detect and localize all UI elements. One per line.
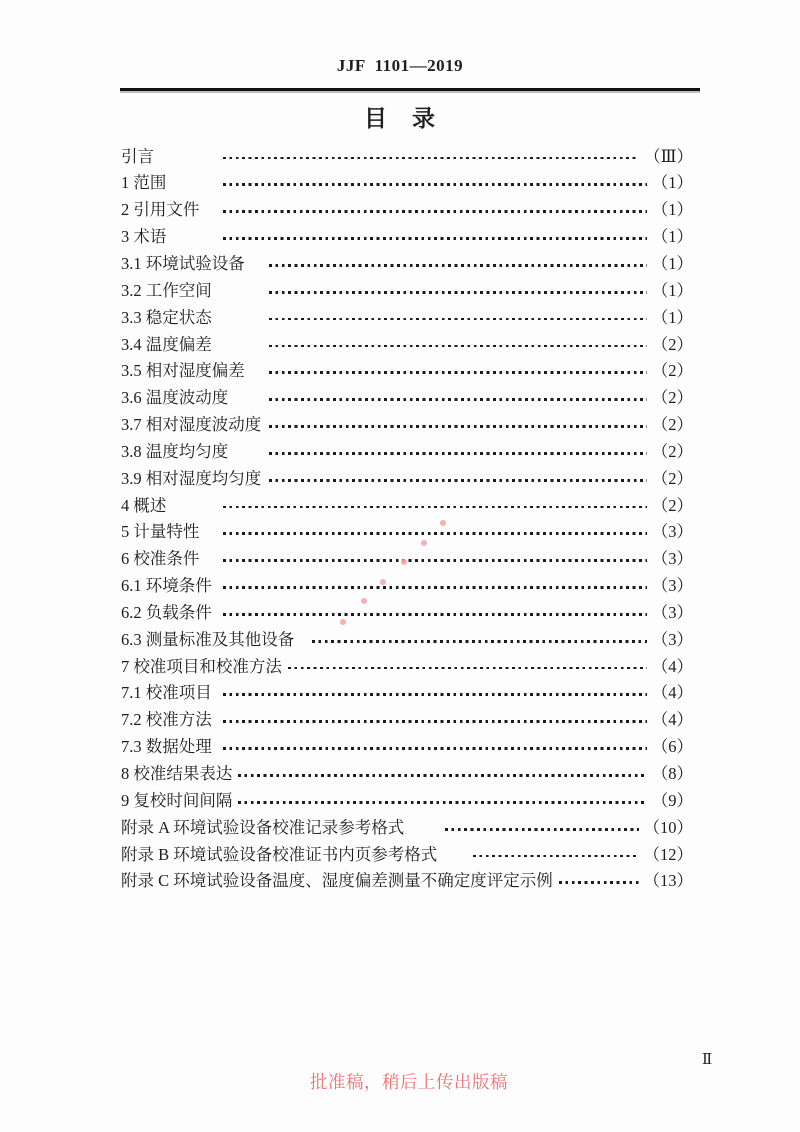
toc-entry	[121, 788, 693, 815]
toc-dot-leader	[238, 801, 646, 804]
toc-entry-page: （2）	[651, 334, 693, 354]
toc-entry	[121, 278, 693, 305]
toc-entry-page: （3）	[651, 576, 693, 596]
toc-entry-page: （2）	[651, 388, 693, 408]
toc-entry-page: （1）	[651, 227, 693, 247]
toc-entry	[121, 358, 693, 385]
toc-entry-page: （4）	[651, 710, 693, 730]
toc-dot-leader	[223, 183, 647, 186]
toc-entry	[121, 170, 693, 197]
toc-entry	[121, 546, 693, 573]
toc-entry-title: 附录 C 环境试验设备温度、湿度偏差测量不确定度评定示例	[121, 871, 553, 891]
toc-entry-title: 8 校准结果表达	[121, 764, 233, 783]
toc-dot-leader	[223, 532, 647, 535]
toc-entry-page: （3）	[651, 602, 693, 622]
toc-entry-title: 2 引用文件	[121, 200, 200, 220]
toc-dot-leader	[445, 828, 639, 831]
toc-entry-page: （1）	[651, 280, 693, 300]
toc-entry-page: （8）	[651, 764, 693, 783]
toc-entry-title: 7.2 校准方法	[121, 710, 212, 730]
toc-entry	[121, 815, 693, 842]
toc-entry	[121, 842, 693, 869]
toc-entry-title: 3.3 稳定状态	[121, 307, 212, 327]
toc-dot-leader	[223, 747, 647, 750]
toc-dot-leader	[223, 237, 647, 240]
toc-dot-leader	[223, 210, 647, 213]
toc-entry-page: （3）	[651, 522, 693, 542]
toc-entry-title: 3 术语	[121, 227, 167, 247]
toc-entry	[121, 305, 693, 332]
toc-dot-leader	[473, 855, 639, 858]
toc-dot-leader	[223, 586, 647, 589]
toc-entry-page: （Ⅲ）	[644, 146, 693, 166]
toc-entry-page: （1）	[651, 253, 693, 273]
toc-dot-leader	[269, 318, 647, 321]
draft-watermark-text: 批准稿，稍后上传出版稿	[310, 1072, 508, 1092]
toc-entry	[121, 627, 693, 654]
toc-dot-leader	[312, 640, 647, 643]
toc-entry-page: （1）	[651, 200, 693, 220]
toc-dot-leader	[269, 264, 647, 267]
toc-entry-page: （6）	[651, 737, 693, 757]
toc-entry-title: 3.8 温度均匀度	[121, 441, 229, 461]
toc-entry-title: 3.6 温度波动度	[121, 388, 229, 408]
toc-entry-title: 6.2 负载条件	[121, 602, 212, 622]
toc-entry	[121, 251, 693, 278]
toc-entry-page: （4）	[651, 683, 693, 703]
toc-entry-page: （2）	[651, 495, 693, 515]
toc-dot-leader	[223, 559, 647, 562]
toc-entry	[121, 197, 693, 224]
toc-entry	[121, 680, 693, 707]
toc-entry-title: 引言	[121, 146, 154, 166]
toc-entry	[121, 332, 693, 359]
toc-dot-leader	[269, 291, 647, 294]
toc-list	[121, 144, 693, 896]
toc-entry-title: 6.1 环境条件	[121, 576, 212, 596]
toc-entry	[121, 600, 693, 627]
toc-entry	[121, 439, 693, 466]
toc-entry	[121, 761, 693, 788]
toc-dot-leader	[238, 774, 646, 777]
header-rule	[120, 88, 700, 91]
toc-dot-leader	[288, 667, 647, 670]
toc-entry	[121, 654, 693, 681]
toc-dot-leader	[269, 398, 647, 401]
toc-entry-page: （3）	[651, 629, 693, 649]
toc-dot-leader	[559, 881, 639, 884]
toc-entry-title: 7.3 数据处理	[121, 737, 212, 757]
toc-entry-page: （2）	[651, 468, 693, 488]
toc-dot-leader	[269, 345, 647, 348]
toc-entry-page: （12）	[643, 844, 693, 864]
toc-entry-title: 3.5 相对湿度偏差	[121, 361, 245, 381]
toc-entry-title: 9 复校时间间隔	[121, 790, 233, 810]
toc-entry-page: （1）	[651, 173, 693, 193]
toc-entry	[121, 493, 693, 520]
toc-dot-leader	[269, 371, 647, 374]
toc-entry-title: 4 概述	[121, 495, 167, 515]
toc-entry	[121, 573, 693, 600]
toc-dot-leader	[223, 157, 639, 160]
toc-entry-page: （3）	[651, 549, 693, 569]
toc-entry-page: （13）	[643, 871, 693, 891]
toc-entry-title: 6 校准条件	[121, 549, 200, 569]
toc-entry-title: 3.1 环境试验设备	[121, 253, 245, 273]
toc-entry-page: （9）	[651, 790, 693, 810]
toc-entry	[121, 224, 693, 251]
toc-entry-page: （2）	[651, 361, 693, 381]
toc-entry-page: （1）	[651, 307, 693, 327]
toc-entry-title: 6.3 测量标准及其他设备	[121, 629, 295, 649]
toc-entry	[121, 707, 693, 734]
standard-code-header: JJF 1101—2019	[336, 56, 464, 75]
toc-entry-title: 1 范围	[121, 173, 167, 193]
toc-dot-leader	[223, 506, 647, 509]
toc-entry-title: 7.1 校准项目	[121, 683, 212, 703]
toc-entry-page: （2）	[651, 415, 693, 435]
toc-entry-title: 7 校准项目和校准方法	[121, 656, 282, 676]
toc-entry	[121, 466, 693, 493]
page-number: Ⅱ	[702, 1052, 713, 1068]
toc-dot-leader	[269, 452, 647, 455]
toc-dot-leader	[223, 693, 647, 696]
toc-entry-title: 3.7 相对湿度波动度	[121, 415, 262, 435]
toc-entry-title: 5 计量特性	[121, 522, 200, 542]
toc-entry-page: （10）	[643, 817, 693, 837]
toc-dot-leader	[269, 425, 647, 428]
toc-entry	[121, 868, 693, 895]
toc-dot-leader	[223, 720, 647, 723]
toc-entry-title: 3.4 温度偏差	[121, 334, 212, 354]
toc-entry-title: 3.2 工作空间	[121, 280, 212, 300]
toc-dot-leader	[269, 479, 647, 482]
toc-entry-page: （2）	[651, 441, 693, 461]
toc-entry-page: （4）	[651, 656, 693, 676]
toc-entry-title: 3.9 相对湿度均匀度	[121, 468, 262, 488]
toc-dot-leader	[223, 613, 647, 616]
page-title: 目 录	[364, 105, 436, 131]
toc-entry	[121, 412, 693, 439]
toc-entry	[121, 385, 693, 412]
toc-entry	[121, 519, 693, 546]
toc-entry	[121, 734, 693, 761]
toc-entry-title: 附录 B 环境试验设备校准证书内页参考格式	[121, 844, 438, 864]
toc-entry	[121, 144, 693, 171]
toc-entry-title: 附录 A 环境试验设备校准记录参考格式	[121, 817, 405, 837]
